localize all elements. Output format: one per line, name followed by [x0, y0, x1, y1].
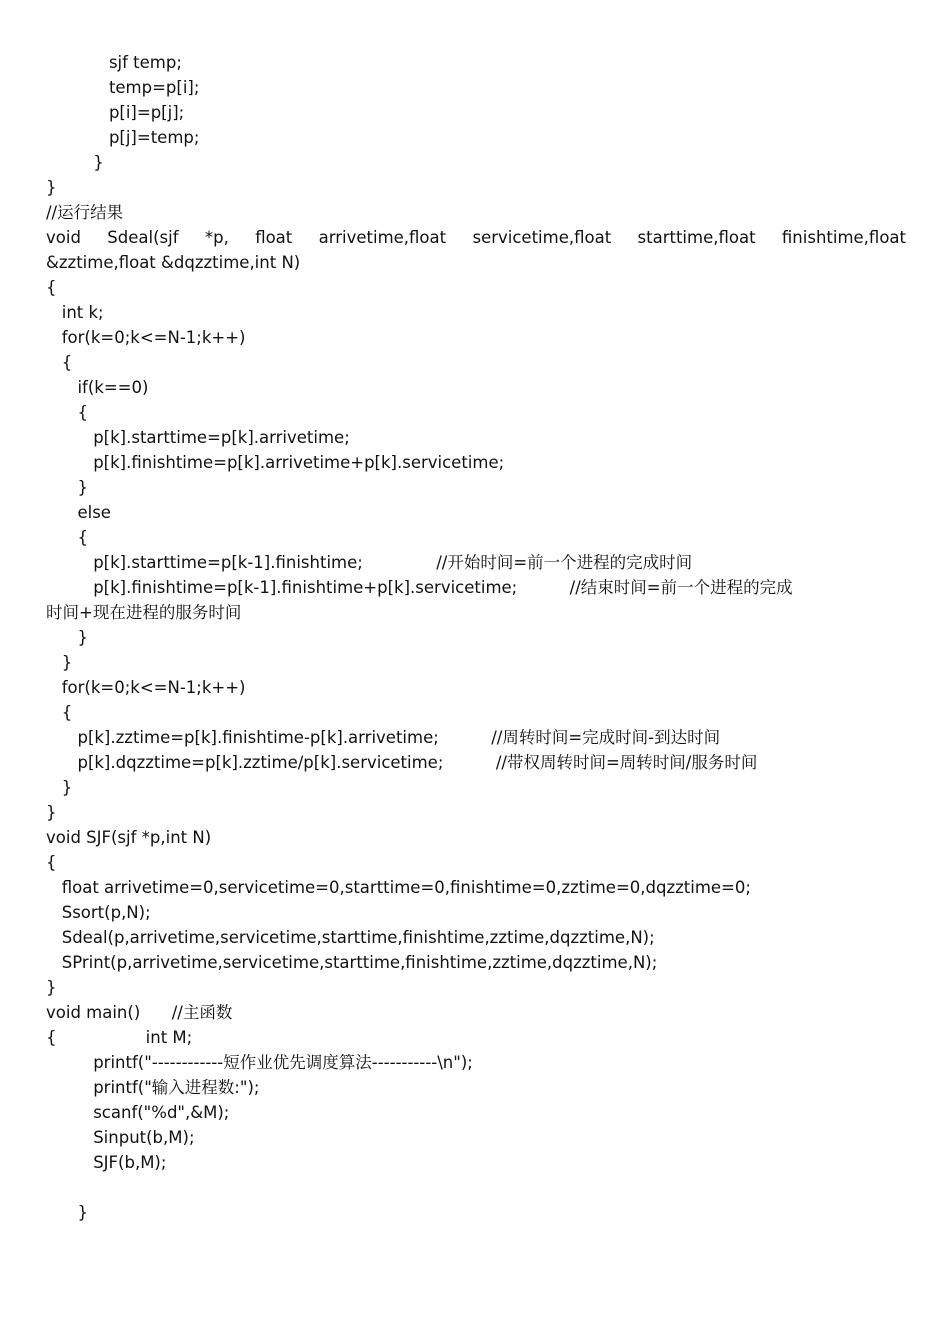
code-line: &zztime,float &dqzztime,int N) [46, 253, 301, 272]
code-line: float arrivetime=0,servicetime=0,starttime=0,finishtime=0,zztime=0,dqzztime=0; [46, 878, 751, 897]
code-line: printf("输入进程数:"); [46, 1078, 260, 1097]
code-line [46, 1175, 906, 1200]
code-line: p[k].starttime=p[k-1].finishtime; //开始时间=前一个进程的完成时间 [46, 553, 693, 572]
code-line: } [46, 778, 73, 797]
code-line: { [46, 853, 57, 872]
code-line: Sinput(b,M); [46, 1128, 195, 1147]
code-line: } [46, 978, 57, 997]
code-line: SJF(b,M); [46, 1153, 167, 1172]
code-line: sjf temp; [46, 53, 182, 72]
code-line: } [46, 478, 88, 497]
code-line: void main() //主函数 [46, 1003, 233, 1022]
code-line: void Sdeal(sjf *p, float arrivetime,float servicetime,float starttime,float finishtime,float [46, 228, 906, 247]
code-line: p[i]=p[j]; [46, 103, 185, 122]
code-line: Sdeal(p,arrivetime,servicetime,starttime,finishtime,zztime,dqzztime,N); [46, 928, 655, 947]
code-line: { [46, 403, 88, 422]
code-line: for(k=0;k<=N-1;k++) [46, 678, 246, 697]
code-line: p[k].finishtime=p[k].arrivetime+p[k].servicetime; [46, 453, 505, 472]
code-line: } [46, 153, 104, 172]
code-line: p[k].zztime=p[k].finishtime-p[k].arrivetime; //周转时间=完成时间-到达时间 [46, 728, 721, 747]
code-line: p[k].starttime=p[k].arrivetime; [46, 428, 350, 447]
code-line: } [46, 178, 57, 197]
code-line: } [46, 1203, 88, 1222]
code-line: p[k].dqzztime=p[k].zztime/p[k].servicetime; //带权周转时间=周转时间/服务时间 [46, 753, 758, 772]
code-line: printf("------------短作业优先调度算法-----------\n"); [46, 1053, 473, 1072]
code-line: SPrint(p,arrivetime,servicetime,starttime,finishtime,zztime,dqzztime,N); [46, 953, 658, 972]
code-line: { [46, 278, 57, 297]
code-line: if(k==0) [46, 378, 149, 397]
code-line: Ssort(p,N); [46, 903, 151, 922]
code-line: } [46, 803, 57, 822]
code-line: { [46, 353, 73, 372]
code-line: void SJF(sjf *p,int N) [46, 828, 212, 847]
code-line: p[k].finishtime=p[k-1].finishtime+p[k].servicetime; //结束时间=前一个进程的完成 [46, 578, 793, 597]
code-line: for(k=0;k<=N-1;k++) [46, 328, 246, 347]
code-line: 时间+现在进程的服务时间 [46, 603, 242, 622]
code-line: //运行结果 [46, 203, 124, 222]
code-line: int k; [46, 303, 104, 322]
code-line: { [46, 703, 73, 722]
code-line: { [46, 528, 88, 547]
code-line: p[j]=temp; [46, 128, 200, 147]
code-line: temp=p[i]; [46, 78, 200, 97]
code-line: } [46, 653, 73, 672]
code-line: else [46, 503, 111, 522]
code-line: scanf("%d",&M); [46, 1103, 230, 1122]
code-line: } [46, 628, 88, 647]
code-line: { int M; [46, 1028, 193, 1047]
